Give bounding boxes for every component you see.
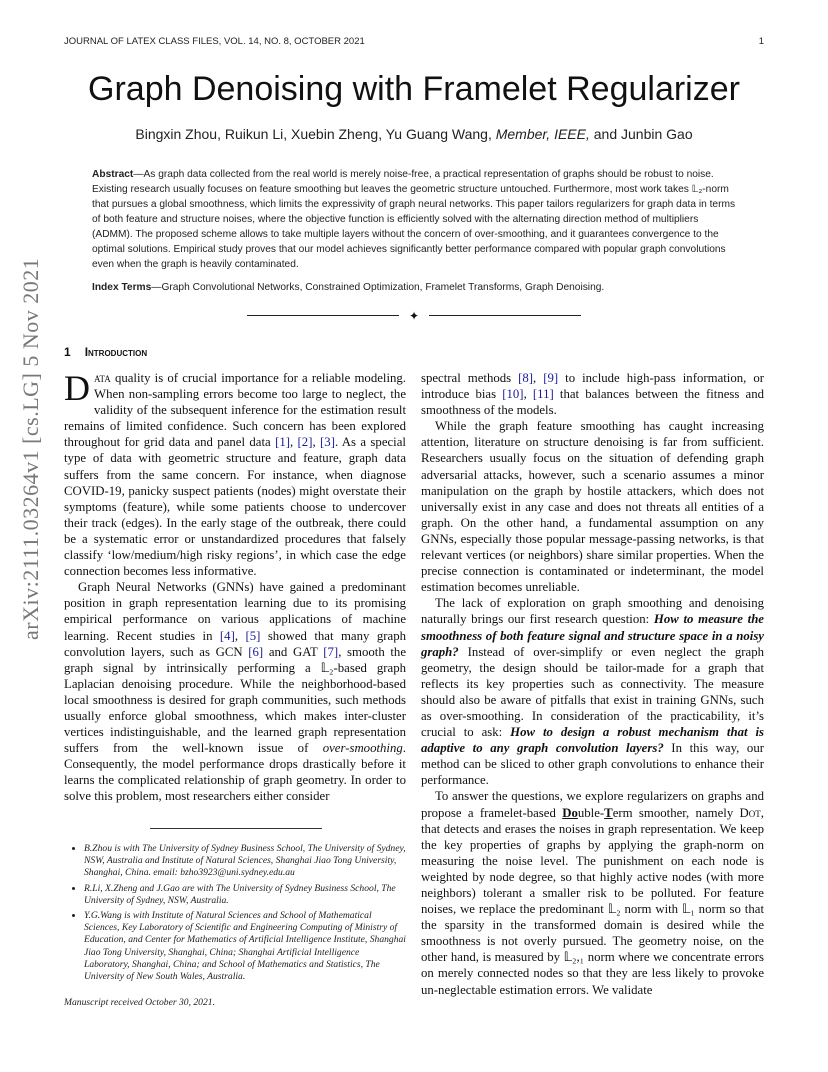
separator-line-right — [429, 315, 581, 316]
arxiv-stamp: arXiv:2111.03264v1 [cs.LG] 5 Nov 2021 — [18, 257, 43, 640]
intro-paragraph-1: Data quality is of crucial importance for a reliable modeling. When non-sampling errors become too large to neglect, the validity of the subsequent inference for the estimation result remains of limited confidence. Such concern has been explored throughout for grid data and panel data [1], [2], [3]. As a special type of data with geometric structure and feature, graph data suffers from the same concern. For instance, when diagnose COVID-19, panicky suspect patients (nodes) might overstate their symptoms (feature), while some patients choose to undercover their track (edges). In the early stage of the outbreak, there could be a systematic error or unstandardized procedures that falsely classify ‘low/medium/high risky regions’, in which case the edge connection becomes less informative. — [64, 368, 406, 579]
journal-name: JOURNAL OF LATEX CLASS FILES, VOL. 14, NO. 8, OCTOBER 2021 — [64, 36, 365, 47]
paper-title: Graph Denoising with Framelet Regularizer — [88, 70, 740, 108]
citation-link[interactable]: [3] — [320, 435, 335, 450]
citation-link[interactable]: [6] — [248, 644, 264, 659]
index-terms-label: Index Terms — [92, 282, 152, 293]
citation-link[interactable]: [8] — [518, 371, 534, 385]
right-column — [421, 370, 764, 998]
abstract — [92, 167, 738, 272]
intro-paragraph-2: Graph Neural Networks (GNNs) have gained a predominant position in graph representation learning due to its promising empirical performance on various applications of machine learning. Recent studies in [4], [5] showed that many graph convolution layers, such as GCN [6] and GAT [7], smooth the graph signal by intrinsically performing a 𝕃₂-based graph Laplacian denoising procedure. While the neighborhood-based local smoothness is desired for graph communities, such methods usually enforce global smoothness, which makes inter-cluster vertices indistinguishable, and the learned graph representation suffers from the well-known issue of over-smoothing. Consequently, the model performance drops drastically before it learns the complicated relationship of graph geometry. In order to solve this problem, most researchers either consider — [64, 580, 406, 804]
drop-cap: D — [64, 368, 90, 408]
citation-link[interactable]: [5] — [245, 628, 261, 643]
method-name: Dot — [739, 805, 761, 820]
intro-paragraph-6: To answer the questions, we explore regularizers on graphs and propose a framelet-based Double-Term smoother, namely Dot, that detects and erases the noises in graph representation. We keep the key properties of graphs by applying the graph-norm on measuring the noise level. The punishment on each node is weighted by node degree, so that highly active nodes (with more neighbors) tolerant a smaller risk to be polluted. For feature noises, we replace the predominant 𝕃₂ norm with 𝕃₁ norm so that the sparsity in the transformed domain is desired while the smoothness is not overly pursued. The geometry noise, on the other hand, is measured by 𝕃₂,₁ norm where we concentrate errors on merely connected nodes so that they are less likely to provoke un-neglectable estimation errors. We validate — [421, 789, 764, 997]
author-membership: Member, IEEE, — [495, 126, 590, 142]
separator-line-left — [247, 315, 399, 316]
section-heading — [64, 345, 147, 359]
index-terms-text: —Graph Convolutional Networks, Constrained Optimization, Framelet Transforms, Graph Denoising. — [151, 282, 605, 293]
intro-paragraph-4: While the graph feature smoothing has caught increasing attention, literature on structure denoising is far from sufficient. Researchers usually focus on the situation of defending graph adversarial attacks, however, such a scenario assumes a minor manipulation on the graph by hostile attackers, which does not universally exist in any case and does not threats all entities of a graph. On the other hand, a fundamental assumption on any GNNs, especially those popular message-passing networks, is that relevant vertices (or neighbors) share similar properties. When the precise connection is contaminated or indeterminant, the model estimation becomes unreliable. — [421, 419, 764, 595]
author-names: Bingxin Zhou, Ruikun Li, Xuebin Zheng, Yu Guang Wang, — [135, 126, 492, 142]
page-number: 1 — [758, 36, 764, 47]
index-terms — [92, 282, 738, 293]
citation-link[interactable]: [9] — [543, 371, 559, 385]
manuscript-note: Manuscript received October 30, 2021. — [64, 997, 215, 1008]
footnote-rule — [150, 828, 322, 829]
section-separator — [0, 305, 828, 324]
intro-paragraph-5: The lack of exploration on graph smoothing and denoising naturally brings our first research question: How to measure the smoothness of both feature signal and structure space in a noisy graph? Instead of over-simplify or even neglect the graph geometry, the design should be tailor-made for a graph that reflects its key properties such as connectivity. The measure should also be aware of pitfalls that exist in training GNNs, such as over-smoothing. In consideration of the practicability, it’s crucial to ask: How to design a robust mechanism that is adaptive to any graph convolution layers? In this way, our method can be sliced to other graph convolutions to enhance their performance. — [421, 596, 764, 788]
research-question-1: How to measure the smoothness of both feature signal and structure space in a noisy graph? — [421, 612, 764, 659]
running-header — [64, 36, 764, 47]
abstract-label: Abstract — [92, 169, 134, 180]
research-question-2: How to design a robust mechanism that is adaptive to any graph convolution layers? — [421, 725, 764, 756]
footnotes — [64, 843, 406, 986]
footnote-item: • R.Li, X.Zheng and J.Gao are with The University of Sydney Business School, The University of Sydney, NSW, Australia. — [84, 883, 406, 907]
citation-link[interactable]: [4] — [219, 628, 235, 643]
citation-link[interactable]: [2] — [297, 435, 313, 450]
author-last: and Junbin Gao — [593, 126, 693, 142]
footnote-item: • B.Zhou is with The University of Sydney Business School, The University of Sydney, NSW, Australia and Institute of Natural Sciences, Shanghai Jiao Tong University, Shanghai, China. email: bzho3923@uni.sydney.edu.au — [84, 843, 406, 880]
intro-paragraph-3: spectral methods [8], [9] to include high-pass information, or introduce bias [10], [11] that balances between the fitness and smoothness of the models. — [421, 371, 765, 418]
author-list — [0, 126, 828, 142]
diamond-star-icon: ✦ — [408, 308, 420, 323]
citation-link[interactable]: [11] — [532, 387, 554, 402]
citation-link[interactable]: [1] — [275, 435, 290, 450]
citation-link[interactable]: [7] — [323, 644, 339, 659]
footnote-item: • Y.G.Wang is with Institute of Natural Sciences and School of Mathematical Sciences, Key Laboratory of Scientific and Engineering Computing of Ministry of Education, and Center for Mathematics of Artificial Intelligence Institute, Shanghai Jiao Tong University, Shanghai, China; Shanghai Artificial Intelligence Laboratory, Shanghai, China; and School of Mathematics and Statistics, The University of New South Wales, Australia. — [84, 910, 406, 983]
left-column — [64, 370, 406, 805]
section-number: 1 — [64, 345, 71, 359]
citation-link[interactable]: [10] — [502, 387, 524, 402]
abstract-text: —As graph data collected from the real world is merely noise-free, a practical representation of graphs should be robust to noise. Existing research usually focuses on feature smoothing but leaves the geometric structure untouched. Furthermore, most work takes 𝕃₂-norm that pursues a global smoothness, which limits the expressivity of graph neural networks. This paper tailors regularizers for graph data in terms of both feature and structure noises, where the objective function is efficiently solved with the alternating direction method of multipliers (ADMM). The proposed scheme allows to take multiple layers without the concern of over-smoothing, and it guarantees convergence to the optimal solutions. Empirical study proves that our model achieves significantly better performance compared with popular graph convolutions even when the graph is heavily contaminated. — [92, 169, 736, 270]
section-title: Introduction — [84, 345, 148, 359]
